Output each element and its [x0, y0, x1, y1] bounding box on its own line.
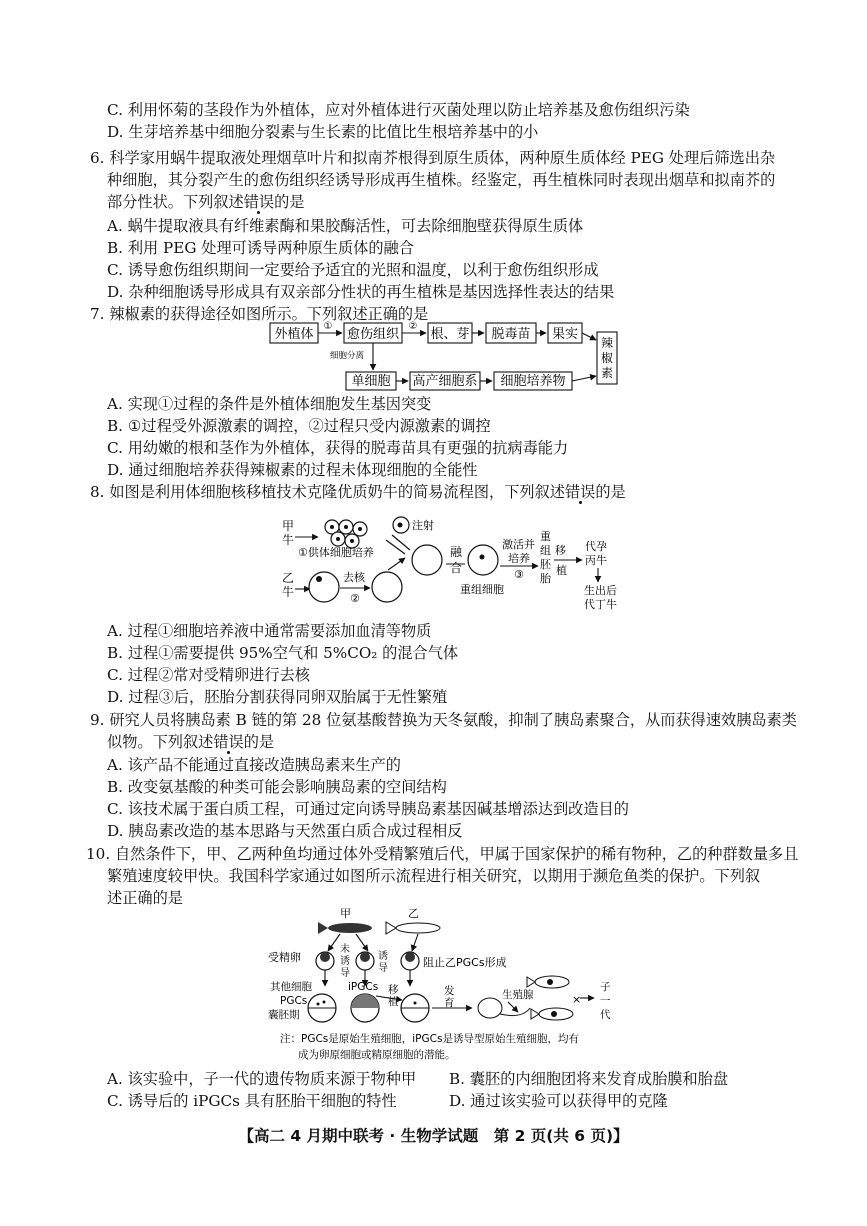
q10-option-b: B. 囊胚的内细胞团将来发育成胎膜和胎盘: [449, 1070, 729, 1088]
q8-option-d: D. 过程③后，胚胎分割获得同卵双胎属于无性繁殖: [107, 688, 448, 706]
diagram-note-line2: 成为卵原细胞或精原细胞的潜能。: [298, 1049, 456, 1061]
q8-option-a: A. 过程①细胞培养液中通常需要添加血清等物质: [107, 622, 432, 640]
svg-text:PGCs: PGCs: [280, 995, 308, 1007]
svg-text:①: ①: [323, 321, 333, 332]
q9-stem-line2: 似物。下列叙述错误的是: [107, 733, 275, 751]
svg-text:未: 未: [340, 944, 350, 955]
q7-stem: 7. 辣椒素的获得途径如图所示。下列叙述正确的是: [90, 305, 429, 323]
larva-icon: [478, 998, 530, 1018]
svg-text:诱: 诱: [378, 951, 388, 962]
svg-text:丙牛: 丙牛: [585, 554, 607, 567]
adult-fish-icon-1: [527, 976, 569, 988]
fruit-label: 果实: [551, 327, 579, 342]
svg-text:牛: 牛: [282, 533, 295, 547]
svg-text:植: 植: [388, 996, 399, 1008]
q6-stem-line2: 种细胞，其分裂产生的愈伤组织经诱导形成再生植株。经鉴定，再生植株同时表现出烟草和拟南芥的: [107, 171, 776, 189]
q6-option-d: D. 杂种细胞诱导形成具有双亲部分性状的再生植株是基因选择性表达的结果: [107, 283, 615, 301]
svg-text:培养: 培养: [508, 552, 530, 565]
svg-text:融: 融: [450, 545, 463, 559]
q10-option-c: C. 诱导后的 iPGCs 具有胚胎干细胞的特性: [107, 1092, 397, 1110]
svg-text:诱: 诱: [340, 956, 350, 967]
callus-label: 愈伤组织: [346, 327, 400, 342]
svg-text:导: 导: [378, 963, 388, 974]
q8-option-b: B. 过程①需要提供 95%空气和 5%CO₂ 的混合气体: [107, 644, 459, 662]
svg-text:导: 导: [340, 968, 350, 979]
emphasis-mark: 错误: [243, 193, 275, 211]
page-footer: 【高二 4 月期中联考 · 生物学试题 第 2 页(共 6 页)】: [238, 1127, 629, 1145]
root-bud-label: 根、芽: [430, 327, 470, 342]
svg-text:代: 代: [600, 1009, 611, 1021]
svg-text:甲: 甲: [340, 907, 351, 920]
svg-text:代丁牛: 代丁牛: [584, 598, 617, 611]
q7-option-a: A. 实现①过程的条件是外植体细胞发生基因突变: [107, 395, 432, 413]
svg-text:胎: 胎: [540, 572, 551, 585]
svg-text:注射: 注射: [412, 519, 434, 532]
q9-option-d: D. 胰岛素改造的基本思路与天然蛋白质合成过程相反: [107, 822, 463, 840]
svg-text:②: ②: [408, 321, 418, 332]
recombinant-cell-label: 重组细胞: [460, 583, 504, 596]
q8-stem: 8. 如图是利用体细胞核移植技术克隆优质奶牛的简易流程图，下列叙述错误的是: [90, 483, 626, 501]
q9-option-b: B. 改变氨基酸的种类可能会影响胰岛素的空间结构: [107, 778, 447, 796]
svg-text:乙: 乙: [408, 907, 419, 920]
svg-text:其他细胞: 其他细胞: [270, 981, 312, 993]
q10-stem-line2: 繁殖速度较甲快。我国科学家通过如图所示流程进行相关研究，以期用于濒危鱼类的保护。下列叙: [107, 867, 761, 885]
svg-text:囊胚期: 囊胚期: [268, 1009, 300, 1021]
svg-text:植: 植: [556, 564, 567, 577]
fish-jia-icon: [318, 922, 372, 934]
adult-fish-icon-2: [531, 1008, 573, 1020]
q7-option-b: B. ①过程受外源激素的调控，②过程只受内源激素的调控: [107, 417, 491, 435]
single-cell-label: 单细胞: [351, 374, 391, 389]
q6-stem-line3: 部分性状。下列叙述错误的是: [107, 193, 305, 211]
svg-text:发: 发: [444, 985, 455, 997]
svg-text:②: ②: [350, 592, 360, 605]
high-yield-line-label: 高产细胞系: [412, 374, 478, 389]
q9-option-a: A. 该产品不能通过直接改造胰岛素来生产的: [107, 756, 401, 774]
svg-text:乙: 乙: [282, 571, 295, 585]
svg-text:生殖腺: 生殖腺: [502, 989, 534, 1001]
q7-option-c: C. 用幼嫩的根和茎作为外植体，获得的脱毒苗具有更强的抗病毒能力: [107, 439, 569, 457]
q6-option-b: B. 利用 PEG 处理可诱导两种原生质体的融合: [107, 239, 414, 257]
capsaicin-label-2: 椒: [600, 351, 614, 365]
svg-text:×: ×: [572, 993, 582, 1006]
svg-text:③: ③: [514, 568, 524, 581]
q6-stem-line1: 6. 科学家用蜗牛提取液处理烟草叶片和拟南芥根得到原生质体，两种原生质体经 PEG 处理后筛选出杂: [90, 149, 776, 167]
diagram-note-line1: 注：PGCs是原始生殖细胞，iPGCs是诱导型原始生殖细胞，均有: [280, 1033, 579, 1045]
emphasis-mark: 错误: [213, 733, 244, 751]
q9-stem-line1: 9. 研究人员将胰岛素 B 链的第 28 位氨基酸替换为天冬氨酸，抑制了胰岛素聚合，从而获得速效胰岛素类: [90, 711, 797, 729]
q10-stem-line3: 述正确的是: [107, 889, 183, 907]
svg-text:iPGCs: iPGCs: [348, 981, 379, 993]
svg-text:重: 重: [540, 530, 551, 543]
q6-option-c: C. 诱导愈伤组织期间一定要给予适宜的光照和温度，以利于愈伤组织形成: [107, 261, 599, 279]
svg-text:代孕: 代孕: [585, 540, 607, 553]
svg-text:激活并: 激活并: [502, 538, 535, 551]
q7-option-d: D. 通过细胞培养获得辣椒素的过程未体现细胞的全能性: [107, 461, 478, 479]
svg-text:受精卵: 受精卵: [268, 951, 301, 964]
capsaicin-label-3: 素: [600, 366, 614, 380]
capsaicin-label-1: 辣: [600, 336, 614, 350]
svg-text:去核: 去核: [343, 571, 365, 584]
capsaicin-flow-diagram: [260, 318, 620, 398]
svg-text:合: 合: [450, 561, 463, 575]
q5-option-d: D. 生芽培养基中细胞分裂素与生长素的比值比生根培养基中的小: [107, 123, 539, 141]
q6-option-a: A. 蜗牛提取液具有纤维素酶和果胶酶活性，可去除细胞壁获得原生质体: [107, 217, 584, 235]
svg-text:子: 子: [600, 981, 611, 993]
cow-cloning-diagram: [270, 510, 640, 620]
seedling-label: 脱毒苗: [491, 327, 531, 342]
svg-text:组: 组: [540, 544, 551, 557]
svg-text:移: 移: [555, 544, 566, 557]
donor-cell-culture-label: ①供体细胞培养: [298, 546, 374, 559]
svg-text:甲: 甲: [282, 519, 295, 533]
fish-pgc-diagram: [260, 904, 620, 1066]
svg-text:胚: 胚: [540, 558, 551, 571]
cell-separation-label: 细胞分离: [330, 351, 365, 361]
emphasis-mark: 错误: [564, 483, 596, 501]
cell-culture-label: 细胞培养物: [500, 374, 566, 389]
q10-option-a: A. 该实验中，子一代的遗传物质来源于物种甲: [107, 1070, 417, 1088]
q8-option-c: C. 过程②常对受精卵进行去核: [107, 666, 310, 684]
q10-stem-line1: 10. 自然条件下，甲、乙两种鱼均通过体外受精繁殖后代，甲属于国家保护的稀有物种，乙的种群数量多且: [86, 845, 799, 863]
q5-option-c: C. 利用怀菊的茎段作为外植体，应对外植体进行灭菌处理以防止培养基及愈伤组织污染: [107, 101, 690, 119]
q10-option-d: D. 通过该实验可以获得甲的克隆: [449, 1092, 668, 1110]
q9-option-c: C. 该技术属于蛋白质工程，可通过定向诱导胰岛素基因碱基增添达到改造目的: [107, 800, 629, 818]
svg-text:一: 一: [600, 995, 611, 1007]
svg-text:移: 移: [388, 984, 399, 996]
svg-text:生出后: 生出后: [584, 584, 617, 597]
svg-text:牛: 牛: [282, 585, 295, 599]
svg-text:阻止乙PGCs形成: 阻止乙PGCs形成: [423, 956, 507, 969]
svg-text:育: 育: [444, 997, 455, 1009]
fish-yi-icon: [386, 922, 440, 934]
explant-label: 外植体: [274, 327, 314, 342]
